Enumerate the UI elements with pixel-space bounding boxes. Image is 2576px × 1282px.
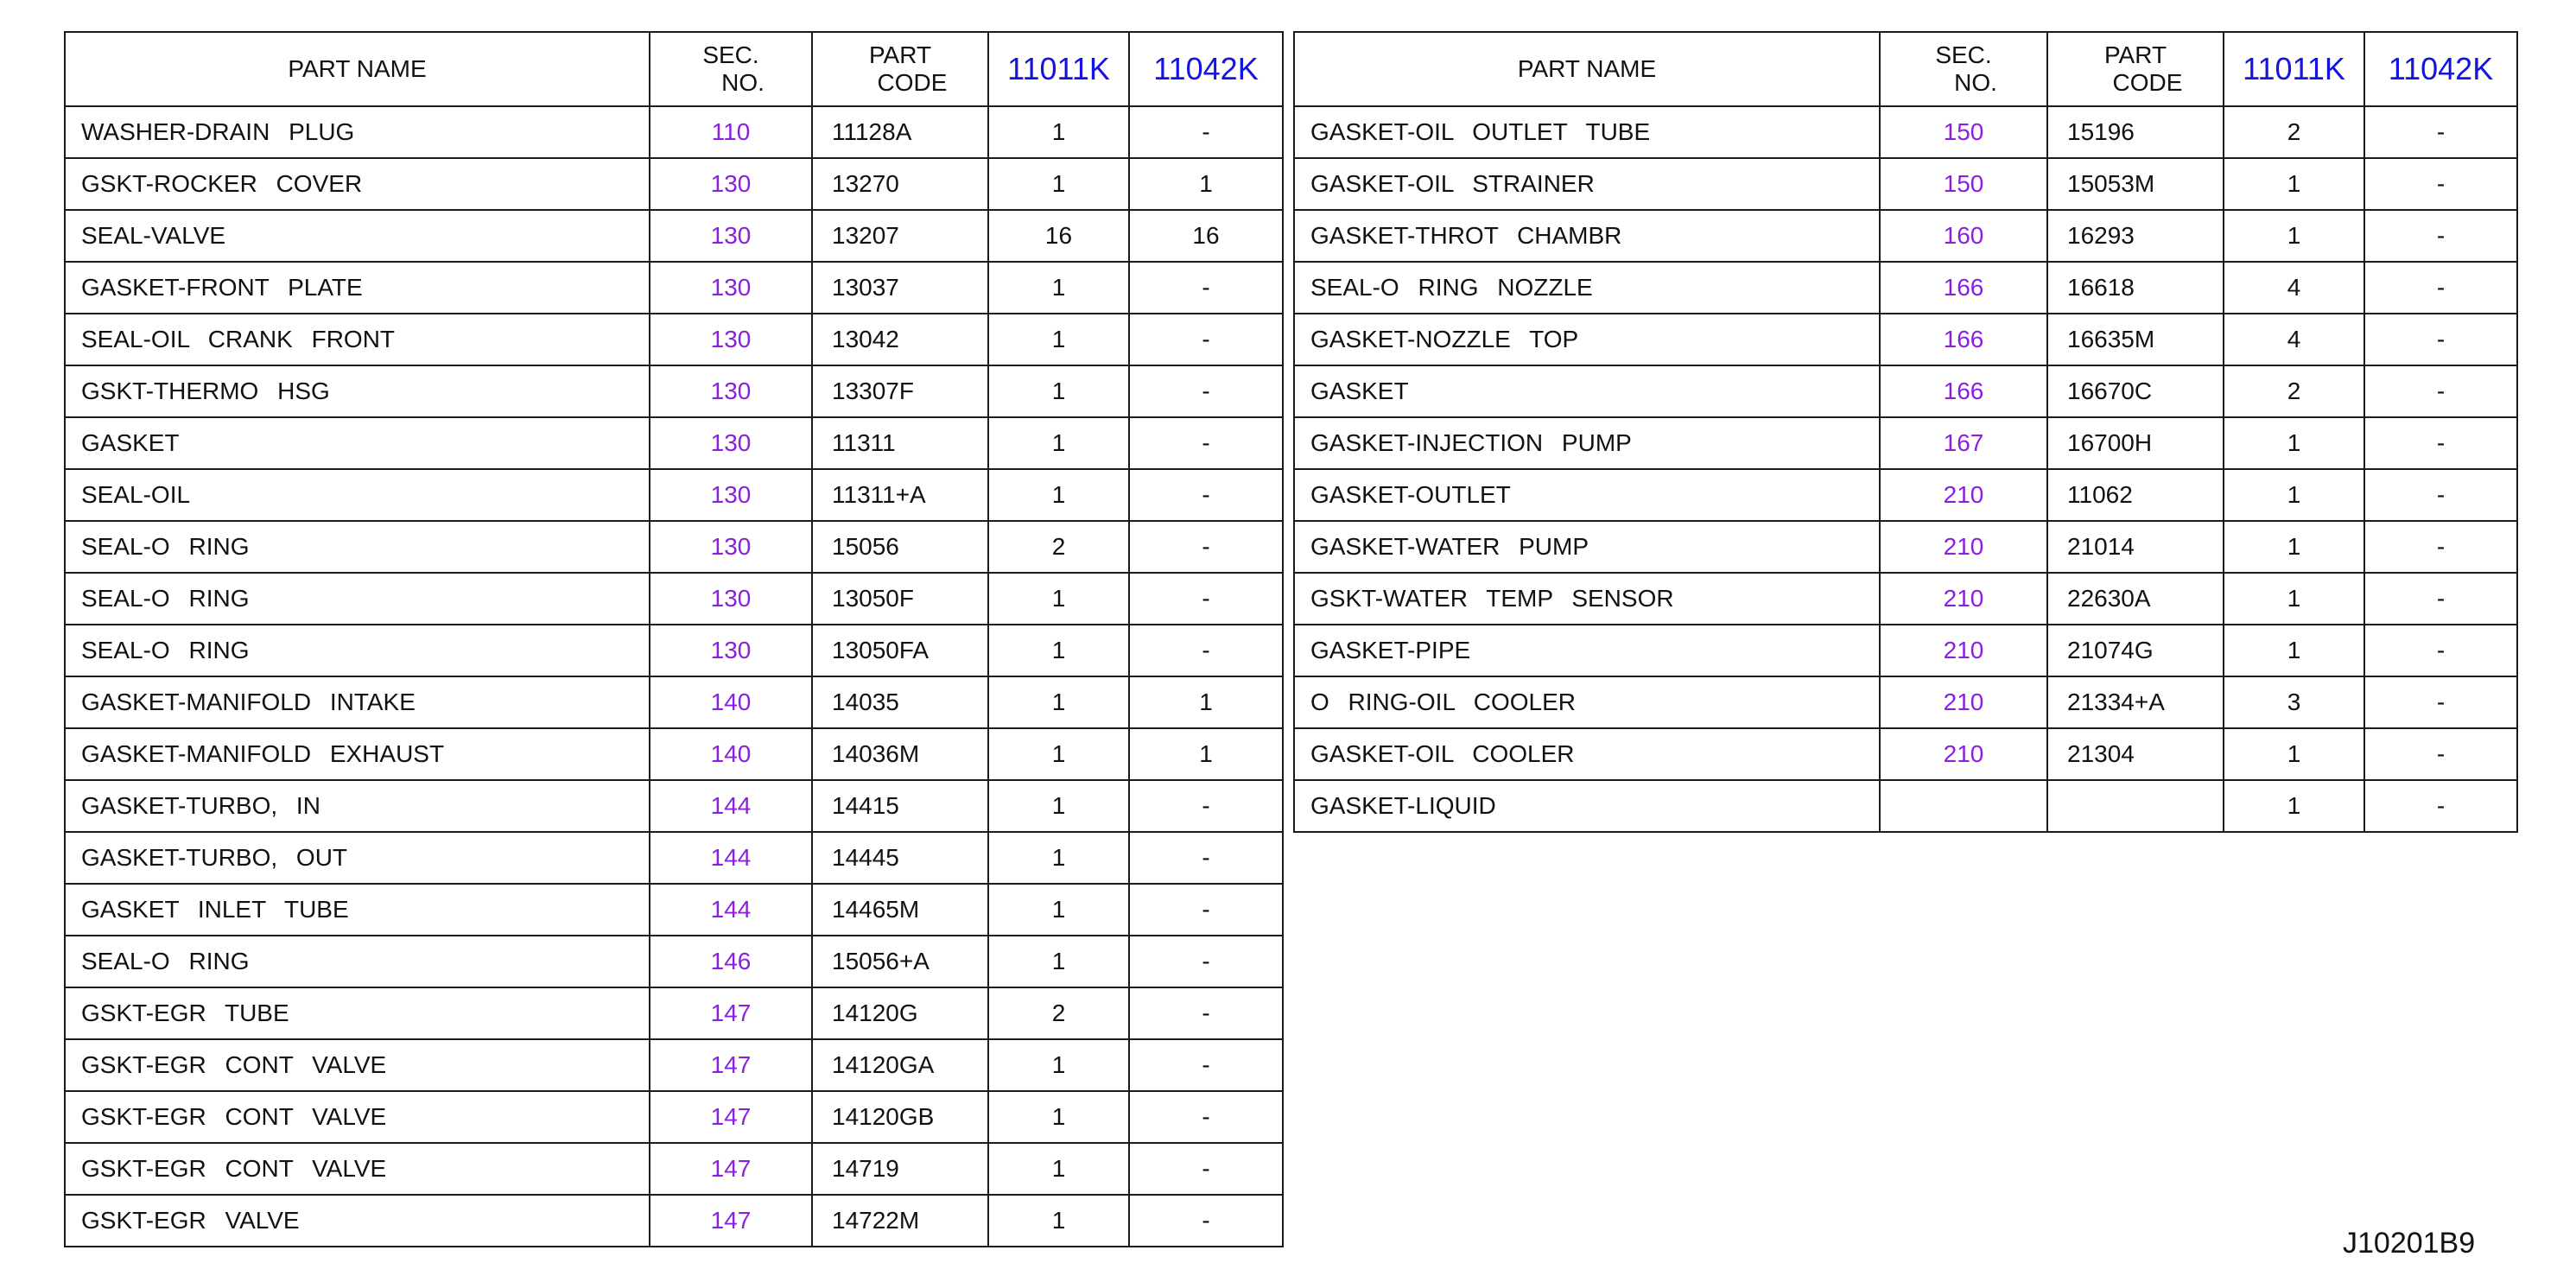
- part-name-cell: GASKET-FRONT PLATE: [65, 262, 650, 314]
- qty-11011k-cell: 3: [2224, 676, 2364, 728]
- part-code-cell: 16293: [2047, 210, 2224, 262]
- part-name-cell: GASKET-NOZZLE TOP: [1294, 314, 1880, 365]
- part-code-cell: 16618: [2047, 262, 2224, 314]
- table-row: [65, 676, 1283, 728]
- table-row: [1294, 262, 2517, 314]
- qty-11042k-cell: -: [1129, 884, 1283, 936]
- qty-11011k-cell: 2: [2224, 106, 2364, 158]
- table-row: [65, 521, 1283, 573]
- qty-11042k-cell: 1: [1129, 676, 1283, 728]
- part-name-cell: WASHER-DRAIN PLUG: [65, 106, 650, 158]
- parts-table-right: [1293, 31, 2518, 833]
- part-name-cell: GSKT-ROCKER COVER: [65, 158, 650, 210]
- part-name-cell: SEAL-OIL: [65, 469, 650, 521]
- qty-11042k-cell: -: [2364, 625, 2517, 676]
- sec-no-cell: 150: [1880, 106, 2047, 158]
- qty-11042k-cell: -: [2364, 780, 2517, 832]
- part-code-cell: 14415: [812, 780, 988, 832]
- part-name-cell: GASKET-PIPE: [1294, 625, 1880, 676]
- qty-11011k-cell: 1: [2224, 210, 2364, 262]
- qty-11042k-cell: -: [2364, 314, 2517, 365]
- qty-11042k-cell: -: [2364, 728, 2517, 780]
- part-code-cell: 11311+A: [812, 469, 988, 521]
- qty-11042k-cell: -: [1129, 987, 1283, 1039]
- part-code-cell: 13270: [812, 158, 988, 210]
- part-code-cell: 14465M: [812, 884, 988, 936]
- qty-11011k-cell: 1: [2224, 417, 2364, 469]
- part-name-cell: SEAL-O RING: [65, 573, 650, 625]
- sec-no-header: SEC. NO.: [650, 32, 812, 106]
- sec-no-cell: 147: [650, 987, 812, 1039]
- table-row: [1294, 210, 2517, 262]
- part-code-cell: 14120GA: [812, 1039, 988, 1091]
- part-name-cell: GASKET-THROT CHAMBR: [1294, 210, 1880, 262]
- table-row: [65, 832, 1283, 884]
- table-row: [65, 728, 1283, 780]
- table-row: [1294, 573, 2517, 625]
- part-code-cell: 14036M: [812, 728, 988, 780]
- part-name-cell: GSKT-EGR CONT VALVE: [65, 1091, 650, 1143]
- qty-11042k-cell: -: [2364, 521, 2517, 573]
- table-row: [1294, 625, 2517, 676]
- qty-11011k-cell: 1: [988, 314, 1129, 365]
- sec-no-cell: 166: [1880, 365, 2047, 417]
- part-name-cell: SEAL-O RING NOZZLE: [1294, 262, 1880, 314]
- part-name-cell: GASKET-TURBO, IN: [65, 780, 650, 832]
- part-name-cell: GASKET: [65, 417, 650, 469]
- part-name-cell: GASKET-OIL OUTLET TUBE: [1294, 106, 1880, 158]
- qty-11042k-cell: -: [2364, 106, 2517, 158]
- qty-11042k-cell: -: [2364, 469, 2517, 521]
- qty-11011k-cell: 1: [988, 365, 1129, 417]
- part-code-cell: 15056: [812, 521, 988, 573]
- table-row: [65, 625, 1283, 676]
- sec-no-cell: 210: [1880, 676, 2047, 728]
- qty-11011k-cell: 1: [988, 728, 1129, 780]
- sec-no-cell: 110: [650, 106, 812, 158]
- part-code-cell: 15056+A: [812, 936, 988, 987]
- part-name-cell: SEAL-O RING: [65, 625, 650, 676]
- sec-no-cell: 130: [650, 210, 812, 262]
- table-row: [65, 210, 1283, 262]
- part-name-cell: GSKT-EGR TUBE: [65, 987, 650, 1039]
- part-name-header: PART NAME: [65, 32, 650, 106]
- table-row: [65, 365, 1283, 417]
- part-name-cell: GSKT-WATER TEMP SENSOR: [1294, 573, 1880, 625]
- sec-no-cell: 210: [1880, 728, 2047, 780]
- qty-11011k-cell: 4: [2224, 262, 2364, 314]
- sec-no-cell: [1880, 780, 2047, 832]
- qty-11042k-cell: -: [1129, 106, 1283, 158]
- part-name-cell: GASKET-WATER PUMP: [1294, 521, 1880, 573]
- sec-no-cell: 144: [650, 780, 812, 832]
- part-name-cell: GSKT-THERMO HSG: [65, 365, 650, 417]
- sec-no-cell: 130: [650, 262, 812, 314]
- qty-11042k-cell: -: [1129, 625, 1283, 676]
- sec-no-cell: 130: [650, 521, 812, 573]
- part-code-cell: 21334+A: [2047, 676, 2224, 728]
- sec-no-cell: 130: [650, 314, 812, 365]
- part-name-cell: GSKT-EGR CONT VALVE: [65, 1039, 650, 1091]
- sec-no-cell: 210: [1880, 521, 2047, 573]
- part-name-cell: GASKET-OIL COOLER: [1294, 728, 1880, 780]
- part-name-cell: GSKT-EGR CONT VALVE: [65, 1143, 650, 1195]
- qty-11011k-cell: 4: [2224, 314, 2364, 365]
- part-code-cell: 14035: [812, 676, 988, 728]
- qty-11011k-cell: 1: [988, 676, 1129, 728]
- table-row: [1294, 521, 2517, 573]
- part-code-cell: 21074G: [2047, 625, 2224, 676]
- part-name-cell: GASKET-INJECTION PUMP: [1294, 417, 1880, 469]
- part-code-cell: 16670C: [2047, 365, 2224, 417]
- parts-table-left-body: [65, 106, 1283, 1247]
- table-row: [65, 573, 1283, 625]
- part-code-cell: 14445: [812, 832, 988, 884]
- qty-11011k-cell: 1: [988, 158, 1129, 210]
- part-code-header: PART CODE: [2047, 32, 2224, 106]
- sec-no-cell: 210: [1880, 469, 2047, 521]
- sec-no-cell: 150: [1880, 158, 2047, 210]
- model-11042k-header: 11042K: [2364, 32, 2517, 106]
- qty-11011k-cell: 1: [988, 417, 1129, 469]
- model-11011k-header: 11011K: [988, 32, 1129, 106]
- part-name-cell: GASKET-MANIFOLD EXHAUST: [65, 728, 650, 780]
- part-code-cell: 11128A: [812, 106, 988, 158]
- part-code-cell: 16700H: [2047, 417, 2224, 469]
- qty-11011k-cell: 1: [2224, 728, 2364, 780]
- qty-11042k-cell: -: [1129, 469, 1283, 521]
- model-11042k-header: 11042K: [1129, 32, 1283, 106]
- table-row: [65, 1091, 1283, 1143]
- table-row: [1294, 158, 2517, 210]
- table-row: [65, 314, 1283, 365]
- part-code-cell: 15196: [2047, 106, 2224, 158]
- sec-no-cell: 140: [650, 728, 812, 780]
- sec-no-header: SEC. NO.: [1880, 32, 2047, 106]
- table-row: [65, 884, 1283, 936]
- table-row: [65, 1039, 1283, 1091]
- part-name-header: PART NAME: [1294, 32, 1880, 106]
- qty-11042k-cell: -: [1129, 1195, 1283, 1247]
- table-row: [1294, 314, 2517, 365]
- sec-no-cell: 146: [650, 936, 812, 987]
- qty-11042k-cell: -: [1129, 314, 1283, 365]
- part-code-cell: 21014: [2047, 521, 2224, 573]
- qty-11042k-cell: -: [1129, 832, 1283, 884]
- sec-no-cell: 130: [650, 158, 812, 210]
- part-name-cell: GASKET-LIQUID: [1294, 780, 1880, 832]
- qty-11011k-cell: 1: [988, 573, 1129, 625]
- qty-11042k-cell: -: [2364, 676, 2517, 728]
- table-row: [65, 158, 1283, 210]
- qty-11011k-cell: 1: [2224, 469, 2364, 521]
- part-name-cell: GASKET: [1294, 365, 1880, 417]
- table-row: [65, 1195, 1283, 1247]
- qty-11042k-cell: -: [1129, 1091, 1283, 1143]
- qty-11011k-cell: 1: [2224, 625, 2364, 676]
- qty-11011k-cell: 16: [988, 210, 1129, 262]
- qty-11011k-cell: 1: [2224, 158, 2364, 210]
- qty-11011k-cell: 1: [988, 469, 1129, 521]
- table-row: [65, 106, 1283, 158]
- sec-no-cell: 147: [650, 1143, 812, 1195]
- qty-11042k-cell: -: [1129, 780, 1283, 832]
- qty-11011k-cell: 1: [988, 106, 1129, 158]
- qty-11042k-cell: -: [1129, 417, 1283, 469]
- sec-no-cell: 140: [650, 676, 812, 728]
- qty-11011k-cell: 1: [988, 780, 1129, 832]
- table-row: [1294, 106, 2517, 158]
- drawing-code: J10201B9: [2343, 1227, 2476, 1260]
- qty-11042k-cell: -: [2364, 365, 2517, 417]
- part-code-cell: 15053M: [2047, 158, 2224, 210]
- sec-no-cell: 130: [650, 365, 812, 417]
- sec-no-cell: 130: [650, 417, 812, 469]
- sec-no-cell: 160: [1880, 210, 2047, 262]
- part-code-cell: 13207: [812, 210, 988, 262]
- qty-11042k-cell: -: [1129, 936, 1283, 987]
- qty-11042k-cell: -: [1129, 1039, 1283, 1091]
- sec-no-cell: 210: [1880, 573, 2047, 625]
- table-row: [65, 936, 1283, 987]
- part-code-cell: 13042: [812, 314, 988, 365]
- parts-table-left: [64, 31, 1284, 1247]
- sec-no-cell: 147: [650, 1195, 812, 1247]
- part-name-cell: SEAL-O RING: [65, 936, 650, 987]
- part-code-cell: 11311: [812, 417, 988, 469]
- qty-11011k-cell: 1: [988, 1143, 1129, 1195]
- part-name-cell: O RING-OIL COOLER: [1294, 676, 1880, 728]
- part-code-cell: 22630A: [2047, 573, 2224, 625]
- qty-11011k-cell: 1: [2224, 521, 2364, 573]
- sec-no-cell: 147: [650, 1039, 812, 1091]
- table-row: [65, 987, 1283, 1039]
- qty-11011k-cell: 1: [988, 625, 1129, 676]
- qty-11042k-cell: -: [2364, 417, 2517, 469]
- table-row: [65, 780, 1283, 832]
- table-row: [65, 262, 1283, 314]
- qty-11011k-cell: 2: [988, 987, 1129, 1039]
- sec-no-cell: 210: [1880, 625, 2047, 676]
- table-row: [65, 1143, 1283, 1195]
- qty-11042k-cell: -: [1129, 521, 1283, 573]
- part-code-cell: 14120G: [812, 987, 988, 1039]
- part-name-cell: SEAL-VALVE: [65, 210, 650, 262]
- table-row: [1294, 676, 2517, 728]
- sec-no-cell: 144: [650, 832, 812, 884]
- sec-no-cell: 144: [650, 884, 812, 936]
- sec-no-cell: 130: [650, 625, 812, 676]
- qty-11042k-cell: -: [1129, 1143, 1283, 1195]
- part-code-header: PART CODE: [812, 32, 988, 106]
- table-row: [1294, 728, 2517, 780]
- part-name-cell: GASKET INLET TUBE: [65, 884, 650, 936]
- qty-11042k-cell: -: [1129, 573, 1283, 625]
- part-name-cell: GASKET-OUTLET: [1294, 469, 1880, 521]
- part-code-cell: 13307F: [812, 365, 988, 417]
- qty-11042k-cell: -: [2364, 573, 2517, 625]
- part-name-cell: GASKET-OIL STRAINER: [1294, 158, 1880, 210]
- table-row: [65, 417, 1283, 469]
- qty-11011k-cell: 1: [988, 832, 1129, 884]
- qty-11011k-cell: 1: [988, 262, 1129, 314]
- part-code-cell: 21304: [2047, 728, 2224, 780]
- qty-11042k-cell: -: [1129, 262, 1283, 314]
- qty-11011k-cell: 2: [2224, 365, 2364, 417]
- sec-no-cell: 147: [650, 1091, 812, 1143]
- table-row: [1294, 780, 2517, 832]
- part-code-cell: 16635M: [2047, 314, 2224, 365]
- table-row: [65, 469, 1283, 521]
- qty-11042k-cell: -: [1129, 365, 1283, 417]
- sec-no-cell: 166: [1880, 314, 2047, 365]
- qty-11011k-cell: 1: [2224, 780, 2364, 832]
- part-code-cell: 14120GB: [812, 1091, 988, 1143]
- qty-11011k-cell: 2: [988, 521, 1129, 573]
- sec-no-cell: 167: [1880, 417, 2047, 469]
- table-row: [1294, 365, 2517, 417]
- part-code-cell: [2047, 780, 2224, 832]
- sec-no-cell: 130: [650, 469, 812, 521]
- header-row: [1294, 32, 2517, 106]
- qty-11042k-cell: -: [2364, 262, 2517, 314]
- qty-11042k-cell: -: [2364, 158, 2517, 210]
- part-code-cell: 13037: [812, 262, 988, 314]
- table-row: [1294, 469, 2517, 521]
- part-code-cell: 13050FA: [812, 625, 988, 676]
- part-code-cell: 11062: [2047, 469, 2224, 521]
- qty-11042k-cell: 16: [1129, 210, 1283, 262]
- qty-11042k-cell: 1: [1129, 728, 1283, 780]
- qty-11011k-cell: 1: [2224, 573, 2364, 625]
- qty-11042k-cell: -: [2364, 210, 2517, 262]
- model-11011k-header: 11011K: [2224, 32, 2364, 106]
- sec-no-cell: 166: [1880, 262, 2047, 314]
- table-row: [1294, 417, 2517, 469]
- part-code-cell: 14722M: [812, 1195, 988, 1247]
- part-name-cell: SEAL-OIL CRANK FRONT: [65, 314, 650, 365]
- part-name-cell: GSKT-EGR VALVE: [65, 1195, 650, 1247]
- sec-no-cell: 130: [650, 573, 812, 625]
- qty-11011k-cell: 1: [988, 1039, 1129, 1091]
- qty-11042k-cell: 1: [1129, 158, 1283, 210]
- qty-11011k-cell: 1: [988, 1091, 1129, 1143]
- parts-table-right-body: [1294, 106, 2517, 832]
- header-row: [65, 32, 1283, 106]
- part-name-cell: GASKET-MANIFOLD INTAKE: [65, 676, 650, 728]
- part-name-cell: SEAL-O RING: [65, 521, 650, 573]
- qty-11011k-cell: 1: [988, 884, 1129, 936]
- part-code-cell: 14719: [812, 1143, 988, 1195]
- part-code-cell: 13050F: [812, 573, 988, 625]
- part-name-cell: GASKET-TURBO, OUT: [65, 832, 650, 884]
- qty-11011k-cell: 1: [988, 1195, 1129, 1247]
- qty-11011k-cell: 1: [988, 936, 1129, 987]
